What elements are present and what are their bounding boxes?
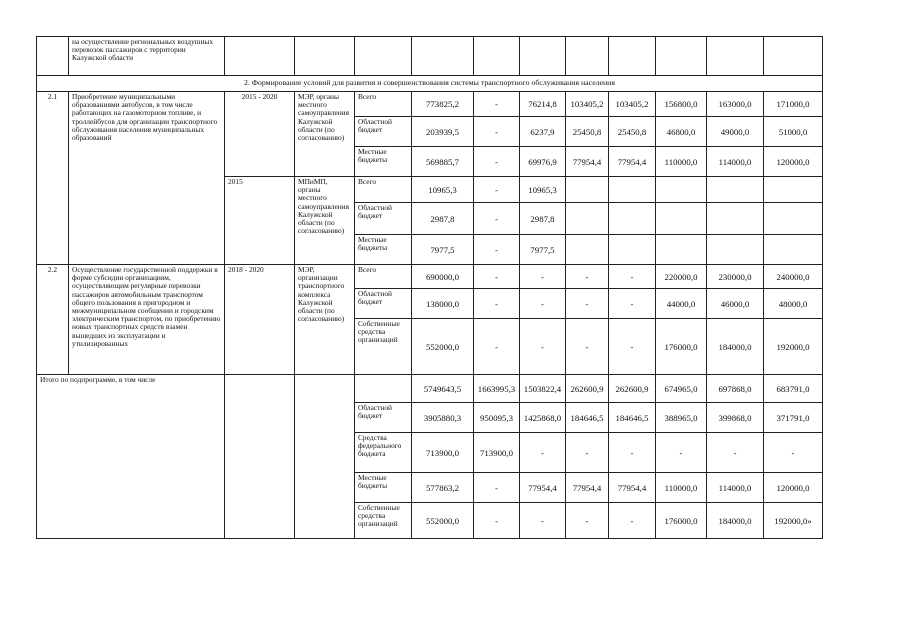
amount-cell: 176000,0 (656, 503, 707, 539)
amount-cell: 184646,5 (566, 403, 609, 433)
amount-cell: 950095,3 (474, 403, 520, 433)
amount-cell (656, 177, 707, 203)
item-name: Осуществление государственной поддержки в форме субсидии организациям, осуществляющим регулярные перевозки пассажиров автомобильным транспортом общего пользования в пригородном и межмуниципальном сообщении и городским электрическим транспортом, по приобретению новых транспортных средств взамен вышедших из эксплуатации и утилизированных (69, 265, 225, 375)
amount-cell (707, 177, 764, 203)
amount-cell: - (566, 503, 609, 539)
amount-cell: - (474, 473, 520, 503)
amount-cell: 569885,7 (412, 147, 474, 177)
amount-cell: 51000,0 (764, 117, 823, 147)
amount-cell: 25450,8 (609, 117, 656, 147)
amount-cell: 262600,9 (609, 375, 656, 403)
amount-cell: 77954,4 (520, 473, 566, 503)
amount-cell (566, 235, 609, 265)
amount-cell: 110000,0 (656, 147, 707, 177)
amount-cell: 713900,0 (474, 433, 520, 473)
amount-cell: 220000,0 (656, 265, 707, 289)
item-number: 2.2 (37, 265, 69, 375)
amount-cell: 1663995,3 (474, 375, 520, 403)
funding-source-cell: Местные бюджеты (355, 147, 412, 177)
amount-cell (566, 203, 609, 235)
funding-source-cell: Областной бюджет (355, 403, 412, 433)
amount-cell: - (520, 319, 566, 375)
amount-cell: 552000,0 (412, 319, 474, 375)
amount-cell: 103405,2 (609, 92, 656, 117)
amount-cell: - (609, 503, 656, 539)
amount-cell: - (566, 433, 609, 473)
amount-cell: 48000,0 (764, 289, 823, 319)
amount-cell: - (609, 319, 656, 375)
amount-cell: - (520, 289, 566, 319)
amount-cell: 46000,0 (707, 289, 764, 319)
totals-label: Итого по подпрограмме, в том числе (37, 375, 225, 539)
amount-cell: 2987,8 (520, 203, 566, 235)
amount-cell: 577863,2 (412, 473, 474, 503)
amount-cell: - (520, 503, 566, 539)
amount-cell: 262600,9 (566, 375, 609, 403)
amount-cell: - (474, 117, 520, 147)
amount-cell: 77954,4 (566, 147, 609, 177)
amount-cell: 10965,3 (520, 177, 566, 203)
amount-cell: 388965,0 (656, 403, 707, 433)
amount-cell: 7977,5 (412, 235, 474, 265)
amount-cell: - (520, 265, 566, 289)
amount-cell: 77954,4 (566, 473, 609, 503)
amount-cell: 120000,0 (764, 473, 823, 503)
executor-cell: МЭР, органы местного самоуправления Калужской области (по согласованию) (295, 92, 355, 177)
amount-cell: 103405,2 (566, 92, 609, 117)
empty-cell (225, 375, 295, 539)
amount-cell: 192000,0 (764, 319, 823, 375)
amount-cell: 171000,0 (764, 92, 823, 117)
funding-source-cell: Областной бюджет (355, 117, 412, 147)
amount-cell: 77954,4 (609, 473, 656, 503)
amount-cell: - (520, 433, 566, 473)
amount-cell: - (474, 177, 520, 203)
amount-cell: - (474, 203, 520, 235)
amount-cell: 10965,3 (412, 177, 474, 203)
funding-source-cell: Всего (355, 265, 412, 289)
amount-cell: 192000,0» (764, 503, 823, 539)
amount-cell: - (474, 92, 520, 117)
funding-source-cell: Собственные средства организаций (355, 503, 412, 539)
amount-cell: 230000,0 (707, 265, 764, 289)
amount-cell: 76214,8 (520, 92, 566, 117)
funding-source-cell: Местные бюджеты (355, 235, 412, 265)
amount-cell: 7977,5 (520, 235, 566, 265)
amount-cell: 110000,0 (656, 473, 707, 503)
amount-cell: 120000,0 (764, 147, 823, 177)
amount-cell (656, 235, 707, 265)
amount-cell: - (474, 319, 520, 375)
funding-source-cell: Всего (355, 177, 412, 203)
amount-cell: - (566, 289, 609, 319)
amount-cell: 114000,0 (707, 473, 764, 503)
amount-cell: - (474, 235, 520, 265)
amount-cell: 203939,5 (412, 117, 474, 147)
amount-cell: 1425868,0 (520, 403, 566, 433)
amount-cell: 399868,0 (707, 403, 764, 433)
amount-cell: 156800,0 (656, 92, 707, 117)
amount-cell: 46800,0 (656, 117, 707, 147)
amount-cell (707, 235, 764, 265)
amount-cell (764, 177, 823, 203)
funding-source-cell: Областной бюджет (355, 203, 412, 235)
amount-cell: 773825,2 (412, 92, 474, 117)
amount-cell: 6237,9 (520, 117, 566, 147)
amount-cell: 683791,0 (764, 375, 823, 403)
amount-cell: 552000,0 (412, 503, 474, 539)
amount-cell: 5749643,5 (412, 375, 474, 403)
table-row (37, 375, 823, 403)
funding-source-cell: Всего (355, 92, 412, 117)
amount-cell: 44000,0 (656, 289, 707, 319)
amount-cell: 163000,0 (707, 92, 764, 117)
amount-cell: - (474, 147, 520, 177)
amount-cell: - (566, 265, 609, 289)
executor-cell: МЭР, организации транспортного комплекса Калужской области (по согласованию) (295, 265, 355, 375)
amount-cell: 114000,0 (707, 147, 764, 177)
section-title-row (37, 76, 823, 92)
amount-cell (707, 203, 764, 235)
executor-cell: МПиМП, органы местного самоуправления Калужской области (по согласованию) (295, 177, 355, 265)
funding-source-cell: Местные бюджеты (355, 473, 412, 503)
header-row-text: на осуществление региональных воздушных перевозок пассажиров с территории Калужской области (69, 37, 225, 76)
amount-cell: 69976,9 (520, 147, 566, 177)
item-number: 2.1 (37, 92, 69, 265)
table-row (37, 92, 823, 117)
table-row (37, 265, 823, 289)
amount-cell: - (566, 319, 609, 375)
amount-cell: - (656, 433, 707, 473)
amount-cell: - (609, 433, 656, 473)
amount-cell: 184000,0 (707, 503, 764, 539)
amount-cell: - (474, 289, 520, 319)
amount-cell: 176000,0 (656, 319, 707, 375)
amount-cell (609, 177, 656, 203)
funding-source-cell: Областной бюджет (355, 289, 412, 319)
amount-cell: 674965,0 (656, 375, 707, 403)
amount-cell: 1503822,4 (520, 375, 566, 403)
amount-cell: 240000,0 (764, 265, 823, 289)
funding-source-cell (355, 375, 412, 403)
amount-cell: 371791,0 (764, 403, 823, 433)
amount-cell: 49000,0 (707, 117, 764, 147)
amount-cell: 690000,0 (412, 265, 474, 289)
amount-cell: - (474, 265, 520, 289)
amount-cell: 2987,8 (412, 203, 474, 235)
empty-cell (295, 375, 355, 539)
amount-cell: - (609, 265, 656, 289)
period-cell: 2015 - 2020 (225, 92, 295, 177)
section-title: 2. Формирование условий для развития и совершенствования системы транспортного обслуживания населения (37, 76, 823, 92)
funding-source-cell: Собственные средства организаций (355, 319, 412, 375)
amount-cell (764, 235, 823, 265)
amount-cell: - (609, 289, 656, 319)
amount-cell: 184000,0 (707, 319, 764, 375)
amount-cell: 77954,4 (609, 147, 656, 177)
amount-cell: 138000,0 (412, 289, 474, 319)
amount-cell: 25450,8 (566, 117, 609, 147)
amount-cell: - (707, 433, 764, 473)
table-row-header-continuation (37, 37, 823, 76)
period-cell: 2018 - 2020 (225, 265, 295, 375)
item-name: Приобретение муниципальными образованиями автобусов, в том числе работающих на газомоторном топливе, и троллейбусов для организации транспортного обслуживания населения муниципальных образований (69, 92, 225, 265)
amount-cell (764, 203, 823, 235)
amount-cell (609, 203, 656, 235)
document-page (36, 36, 823, 539)
amount-cell: 184646,5 (609, 403, 656, 433)
amount-cell (566, 177, 609, 203)
funding-source-cell: Средства федерального бюджета (355, 433, 412, 473)
amount-cell: - (474, 503, 520, 539)
amount-cell (656, 203, 707, 235)
period-cell: 2015 (225, 177, 295, 265)
amount-cell (609, 235, 656, 265)
amount-cell: 697868,0 (707, 375, 764, 403)
program-table (36, 36, 823, 539)
amount-cell: 3905880,3 (412, 403, 474, 433)
amount-cell: - (764, 433, 823, 473)
amount-cell: 713900,0 (412, 433, 474, 473)
